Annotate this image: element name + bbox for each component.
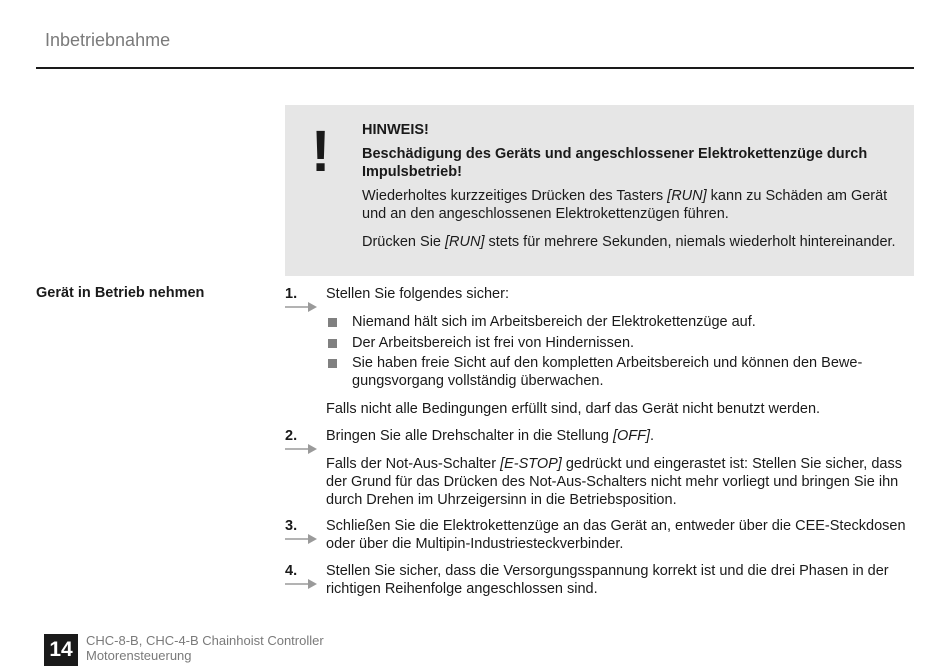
step-2-note: Falls der Not-Aus-Schalter [E-STOP] gedrückt und eingerastet ist: Stellen Sie sicher, dass der Grund für das Drücken des Not-Aus-Schalters nicht mehr vorliegt und bringen Sie ihn durch Drehen im Uhrzeigersinn in die Betriebsposition. [326,456,902,508]
footer-subtitle: Motorensteuerung [86,648,192,663]
key-run: [RUN] [445,234,485,250]
key-e-stop: [E-STOP] [500,456,562,472]
page-section-title: Inbetriebnahme [45,30,171,50]
step-arrow-icon [285,301,319,313]
list-item: Niemand hält sich im Arbeitsbereich der Elektrokettenzüge auf. [326,313,906,331]
notice-content [362,121,902,251]
notice-heading: HINWEIS! [362,122,429,138]
notice-body-2: Drücken Sie [RUN] stets für mehrere Sekunden, niemals wiederholt hintereinander. [362,234,896,250]
key-off: [OFF] [612,428,651,444]
exclamation-icon: ! [311,119,331,184]
step-number: 1. [285,286,298,302]
footer [86,633,324,663]
section-heading: Gerät in Betrieb nehmen [36,285,205,301]
requirements-list [326,313,906,393]
step-number: 4. [285,563,298,579]
step-1-note: Falls nicht alle Bedingungen erfüllt sind, darf das Gerät nicht benutzt werden. [326,401,821,417]
step-arrow-icon [285,443,319,455]
notice-subheading: Beschädigung des Geräts und angeschlossener Elektrokettenzüge durch Impulsbetrieb! [362,146,868,180]
square-bullet-icon [328,339,337,348]
step-text: Stellen Sie sicher, dass die Versorgungsspannung korrekt ist und die drei Phasen in der richtigen Reihenfolge angeschlossen sind. [326,563,889,597]
step-text: Schließen Sie die Elektrokettenzüge an das Gerät an, entweder über die CEE-Steckdosen oder über die Multipin-Industriesteckverbinder. [326,518,906,552]
list-item: Der Arbeitsbereich ist frei von Hindernissen. [326,334,906,352]
footer-product: CHC-8-B, CHC-4-B Chainhoist Controller [86,633,324,648]
key-run: [RUN] [667,188,707,204]
header-divider [36,67,914,69]
step-number: 3. [285,518,298,534]
step-text: Bringen Sie alle Drehschalter in die Stellung [OFF]. [326,428,655,444]
list-item: Sie haben freie Sicht auf den kompletten Arbeitsbereich und können den Bewegungsvorgang vollständig überwachen. [326,354,906,390]
step-number: 2. [285,428,298,444]
square-bullet-icon [328,318,337,327]
page-number: 14 [44,634,78,666]
step-arrow-icon [285,533,319,545]
step-text: Stellen Sie folgendes sicher: [326,286,509,302]
step-arrow-icon [285,578,319,590]
notice-body-1: Wiederholtes kurzzeitiges Drücken des Tasters [RUN] kann zu Schäden am Gerät und an den angeschlossenen Elektrokettenzügen führen. [362,188,888,222]
square-bullet-icon [328,359,337,368]
